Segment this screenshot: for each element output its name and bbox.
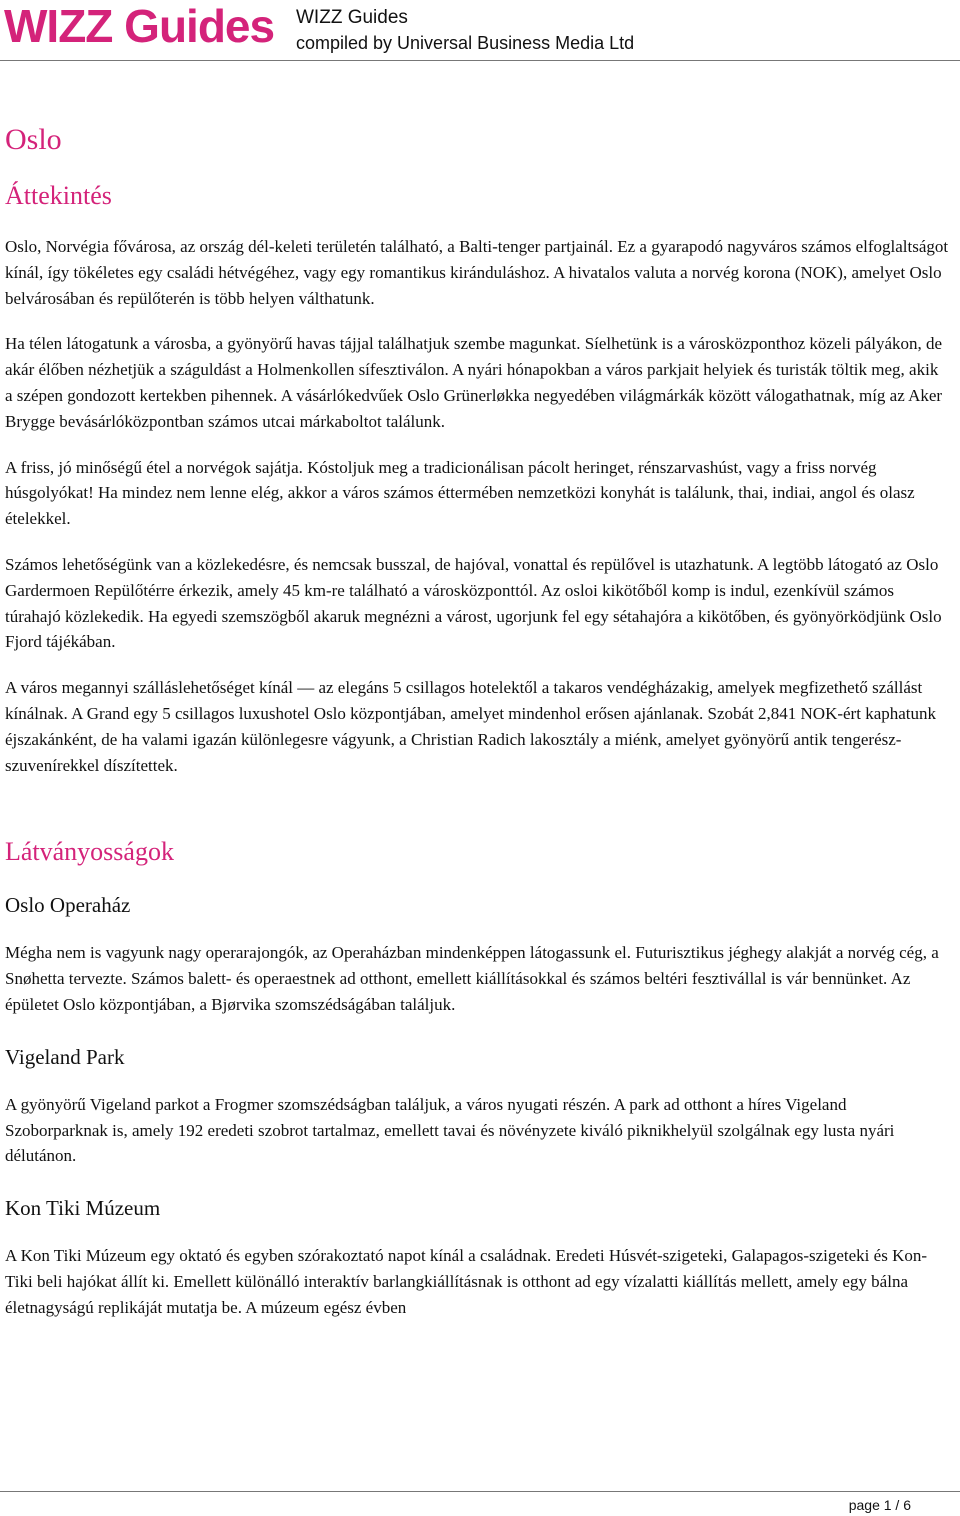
sights-heading: Látványosságok <box>5 837 174 867</box>
sight-title-opera: Oslo Operaház <box>5 893 131 918</box>
header-subtitle: compiled by Universal Business Media Ltd <box>296 33 635 53</box>
wizz-guides-logo: WIZZ Guides <box>4 0 275 52</box>
overview-heading: Áttekintés <box>5 181 112 210</box>
sight-title-vigeland: Vigeland Park <box>5 1044 125 1069</box>
sight-text-opera: Mégha nem is vagyunk nagy operarajongók, az Operaházban mindenképpen látogassunk el. Futurisztikus jéghegy alakját a norvég cég, a Snøhetta tervezte. Számos balett- és operaestnek ad otthont, emellett kiállításokkal és számos beltéri fesztivállal is vár bennünket. Az épületet Oslo központjában, a Bjørvika szomszédságában találjuk. <box>5 943 939 1014</box>
overview-paragraph: Oslo, Norvégia fővárosa, az ország dél-keleti területén található, a Balti-tenger partjainál. Ez a gyarapodó nagyváros számos elfoglaltságot kínál, így tökéletes egy családi hétvégéhez, vagy egy romantikus kiránduláshoz. A hivatalos valuta a norvég korona (NOK), amelyet Oslo belvárosában és repülőterén is több helyen válthatunk. <box>5 237 949 308</box>
overview-paragraph: Ha télen látogatunk a városba, a gyönyörű havas tájjal találhatjuk szembe magunkat. Síelhetünk is a városközponthoz közeli pályákon, de akár élőben nézhetjük a száguldást a Holmenkollen sífesztiválon. A nyári hónapokban a város parkjait helyiek és turisták töltik meg, akik a szépen gondozott kertekben pihennek. A vásárlókedvűek Oslo Grünerløkka negyedében világmárkák között válogathatnak, míg az Aker Brygge bevásárlóközpontban számos utcai márkaboltot találunk. <box>5 334 943 431</box>
document-body <box>5 118 950 1321</box>
page-number: page 1 / 6 <box>848 1497 911 1513</box>
city-title: Oslo <box>5 123 62 156</box>
page-header <box>0 0 960 62</box>
sight-text-vigeland: A gyönyörű Vigeland parkot a Frogmer szomszédságban találjuk, a város nyugati részén. A park ad otthont a híres Vigeland Szoborparknak is, amely 192 eredeti szobrot tartalmaz, emellett tavai és növényzete kiváló piknikhelyül szolgálnak egy lusta nyári délutánon. <box>5 1094 895 1166</box>
header-divider <box>0 60 960 61</box>
sight-title-kontiki: Kon Tiki Múzeum <box>5 1196 161 1221</box>
footer-divider <box>0 1491 960 1492</box>
overview-paragraph: Számos lehetőségünk van a közlekedésre, és nemcsak busszal, de hajóval, vonattal és repülővel is utazhatunk. A legtöbb látogató az Oslo Gardermoen Repülőtérre érkezik, amely 45 km-re található a városközponttól. Az osloi kikötőből komp is indul, ezenkívül számos túrahajó közlekedik. Ha egyedi szemszögből akaruk megnézni a várost, ugorjunk fel egy sétahajóra a kikötőben, és gyönyörködjünk Oslo Fjord tájékában. <box>5 554 942 652</box>
overview-paragraph: A város megannyi szálláslehetőséget kínál — az elegáns 5 csillagos hotelektől a takaros vendégházakig, amelyek megfizethető szállást kínálnak. A Grand egy 5 csillagos luxushotel Oslo központjában, amelyet mindenhol erősen ajánlanak. Szobát 2,841 NOK-ért kaphatunk éjszakánként, de ha valami igazán különlegesre vágyunk, a Christian Radich lakosztály a miénk, amelyet gyönyörű antik tengerész-szuvenírekkel díszítettek. <box>5 678 937 775</box>
header-title: WIZZ Guides <box>296 7 408 28</box>
sight-text-kontiki: A Kon Tiki Múzeum egy oktató és egyben szórakoztató napot kínál a családnak. Eredeti Húsvét-szigeteki, Galapagos-szigeteki és Kon-Tiki beli hajókat állít ki. Emellett különálló interaktív barlangkiállításnak is otthont ad egy vízalatti kiállítás mellett, amely egy bálna életnagyságú replikáját mutatja be. A múzeum egész évben <box>5 1246 928 1317</box>
overview-paragraph: A friss, jó minőségű étel a norvégok sajátja. Kóstoljuk meg a tradicionálisan pácolt heringet, rénszarvashúst, vagy a friss norvég húsgolyókat! Ha mindez nem lenne elég, akkor a város számos éttermében nemzetközi konyhát is találunk, thai, indiai, angol és olasz ételekkel. <box>5 457 915 529</box>
